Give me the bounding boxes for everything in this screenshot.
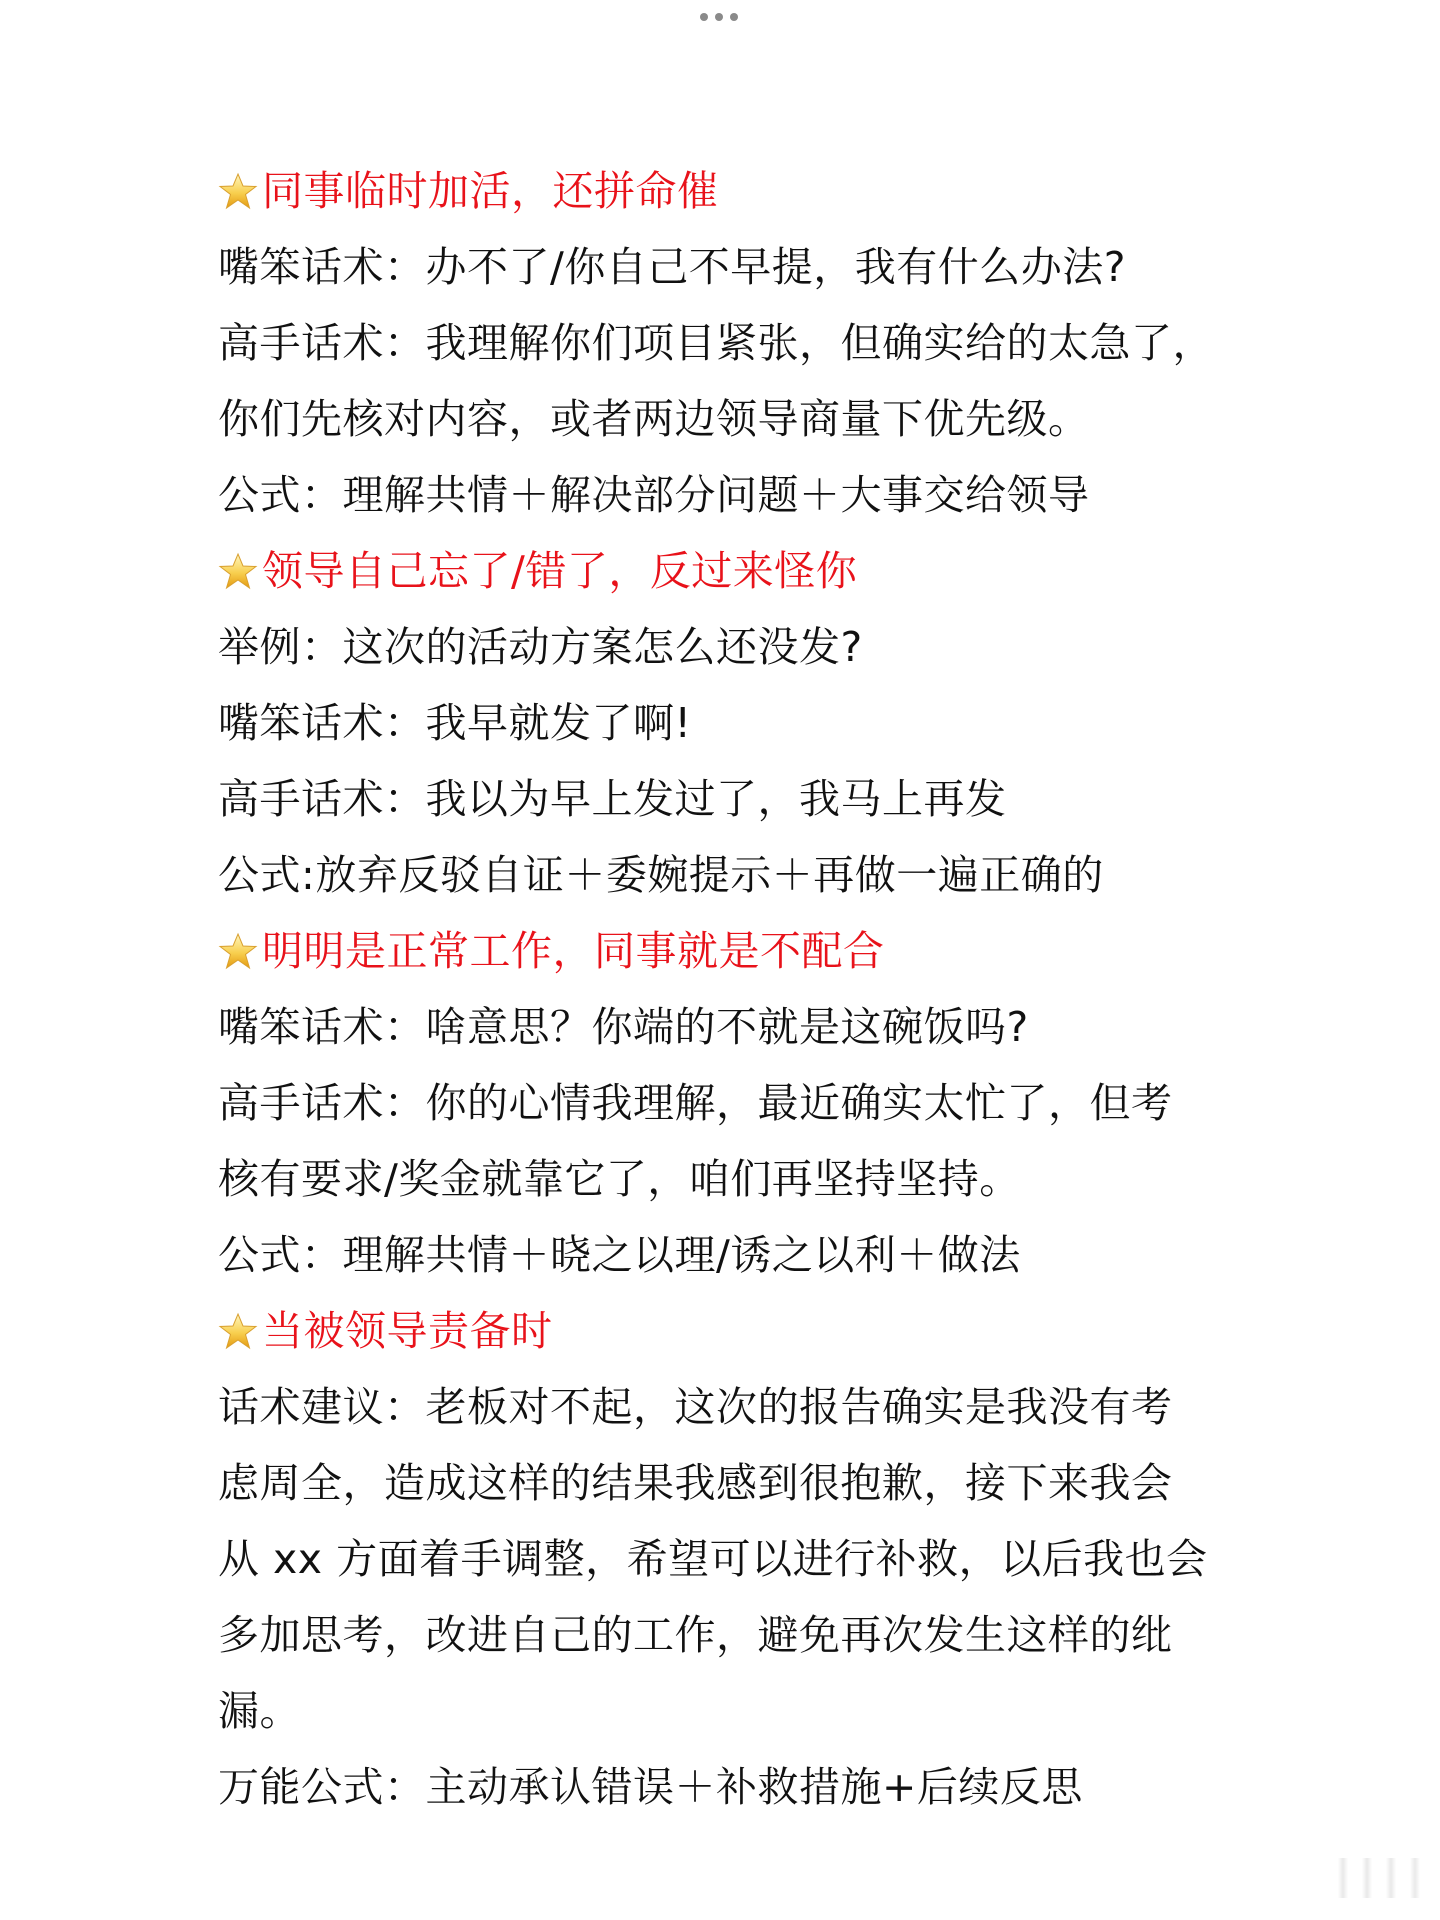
text-line: 你们先核对内容，或者两边领导商量下优先级。	[218, 395, 1090, 443]
text-line: 嘴笨话术：我早就发了啊!	[218, 699, 692, 747]
section-heading	[218, 533, 1248, 609]
article-body	[218, 153, 1248, 1825]
text-line: 话术建议：老板对不起，这次的报告确实是我没有考	[218, 1383, 1173, 1431]
text-line: 高手话术：我理解你们项目紧张，但确实给的太急了，	[218, 319, 1214, 367]
section-title: 当被领导责备时	[262, 1307, 553, 1355]
text-line: 嘴笨话术：办不了/你自己不早提，我有什么办法?	[218, 243, 1127, 291]
text-line: 公式：理解共情＋晓之以理/诱之以利＋做法	[218, 1231, 1021, 1279]
section-heading	[218, 153, 1248, 229]
dot	[715, 13, 723, 21]
text-line: 举例：这次的活动方案怎么还没发?	[218, 623, 863, 671]
text-line: 虑周全，造成这样的结果我感到很抱歉，接下来我会	[218, 1459, 1173, 1507]
text-line: 嘴笨话术：啥意思？你端的不就是这碗饭吗?	[218, 1003, 1029, 1051]
watermark	[1338, 1858, 1420, 1898]
star-icon	[218, 551, 258, 591]
text-line: 从 xx 方面着手调整，希望可以进行补救，以后我也会	[218, 1535, 1208, 1583]
watermark-glyph	[1338, 1858, 1348, 1898]
text-line: 高手话术：你的心情我理解，最近确实太忙了，但考	[218, 1079, 1173, 1127]
text-line: 多加思考，改进自己的工作，避免再次发生这样的纰	[218, 1611, 1173, 1659]
watermark-glyph	[1410, 1858, 1420, 1898]
text-line: 高手话术：我以为早上发过了，我马上再发	[218, 775, 1007, 823]
watermark-glyph	[1362, 1858, 1372, 1898]
section-heading	[218, 913, 1248, 989]
section-title: 同事临时加活，还拼命催	[262, 167, 719, 215]
dot	[700, 13, 708, 21]
watermark-glyph	[1386, 1858, 1396, 1898]
text-line: 核有要求/奖金就靠它了，咱们再坚持坚持。	[218, 1155, 1021, 1203]
section-title: 领导自己忘了/错了，反过来怪你	[262, 547, 858, 595]
text-line: 公式:放弃反驳自证＋委婉提示＋再做一遍正确的	[218, 851, 1104, 899]
text-line: 漏。	[218, 1687, 301, 1735]
section-heading	[218, 1293, 1248, 1369]
text-line: 公式：理解共情＋解决部分问题＋大事交给领导	[218, 471, 1090, 519]
more-options-icon[interactable]	[700, 13, 738, 21]
text-line: 万能公式：主动承认错误＋补救措施+后续反思	[218, 1763, 1083, 1811]
star-icon	[218, 171, 258, 211]
dot	[730, 13, 738, 21]
star-icon	[218, 1311, 258, 1351]
section-title: 明明是正常工作，同事就是不配合	[262, 927, 885, 975]
star-icon	[218, 931, 258, 971]
